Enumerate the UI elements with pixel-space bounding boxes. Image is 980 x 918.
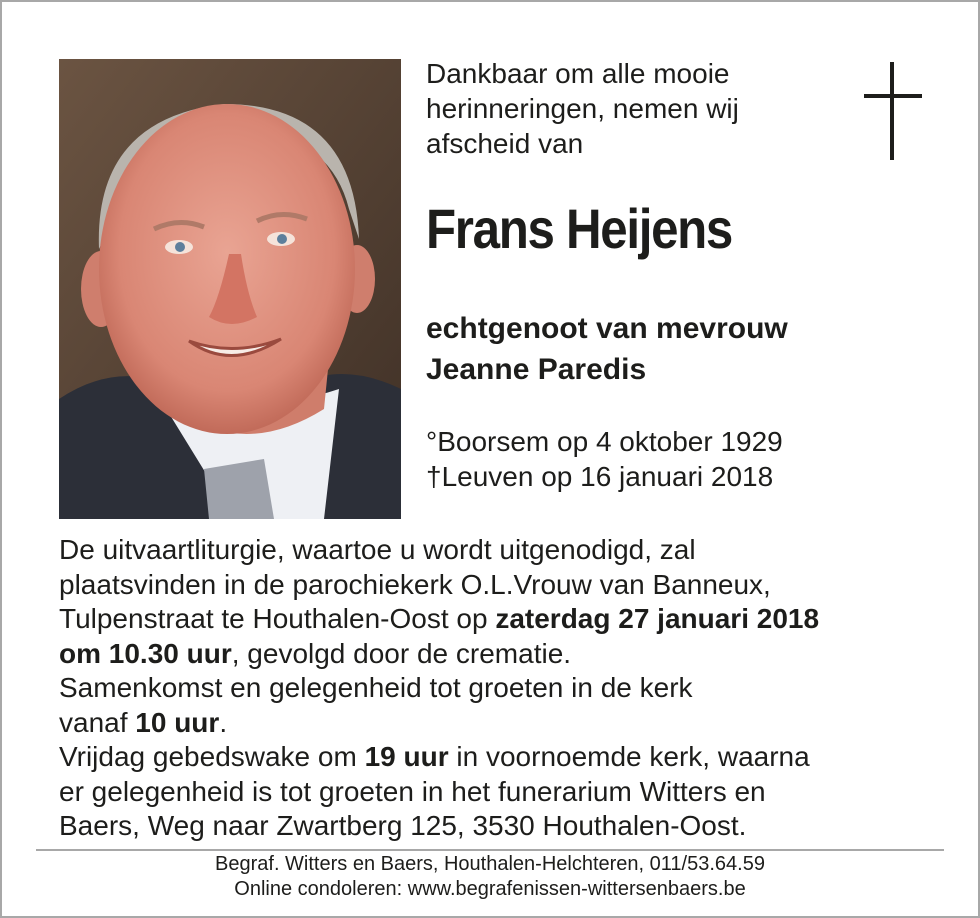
- details-line: [59, 602, 939, 637]
- gathering-time: 10 uur: [135, 706, 220, 738]
- intro-line: Dankbaar om alle mooie: [426, 58, 730, 89]
- details-text: in voornoemde kerk, waarna: [448, 741, 810, 772]
- condolence-link[interactable]: Online condoleren: www.begrafenissen-wittersenbaers.be: [234, 878, 746, 900]
- life-dates: [426, 424, 946, 494]
- funeral-details: [59, 533, 939, 844]
- details-line: Samenkomst en gelegenheid tot groeten in de kerk: [59, 672, 693, 703]
- details-line: plaatsvinden in de parochiekerk O.L.Vrouw van Banneux,: [59, 568, 771, 600]
- funeral-date: zaterdag 27 januari 2018: [495, 603, 820, 634]
- birth-date: °Boorsem op 4 oktober 1929: [426, 426, 783, 457]
- details-text: Tulpenstraat te Houthalen-Oost op: [59, 603, 496, 634]
- details-line: [59, 740, 939, 775]
- details-text: Vrijdag gebedswake om: [59, 741, 365, 772]
- deceased-name: Frans Heijens: [426, 197, 733, 260]
- spouse-info: [426, 308, 946, 390]
- details-text: , gevolgd door de crematie.: [231, 637, 572, 669]
- cross-icon: [864, 62, 922, 160]
- funeral-home-line: Begraf. Witters en Baers, Houthalen-Helchteren, 011/53.64.59: [215, 853, 765, 875]
- footer: [0, 852, 980, 902]
- spouse-line: echtgenoot van mevrouw: [426, 312, 788, 345]
- details-text: .: [219, 706, 228, 738]
- details-line: [59, 706, 939, 741]
- portrait-photo: [59, 59, 401, 519]
- details-line: De uitvaartliturgie, waartoe u wordt uitgenodigd, zal: [59, 534, 696, 565]
- spouse-line: Jeanne Paredis: [426, 353, 647, 386]
- funeral-time: om 10.30 uur: [59, 637, 232, 669]
- vigil-time: 19 uur: [364, 741, 449, 772]
- details-line: [59, 637, 939, 672]
- intro-line: afscheid van: [426, 128, 584, 159]
- details-text: vanaf: [59, 706, 136, 738]
- intro-text: [426, 56, 846, 161]
- death-date: †Leuven op 16 januari 2018: [426, 461, 774, 492]
- intro-line: herinneringen, nemen wij: [426, 93, 739, 124]
- details-line: er gelegenheid is tot groeten in het funerarium Witters en: [59, 775, 766, 807]
- details-line: Baers, Weg naar Zwartberg 125, 3530 Houthalen-Oost.: [59, 810, 747, 841]
- footer-divider: [36, 849, 944, 851]
